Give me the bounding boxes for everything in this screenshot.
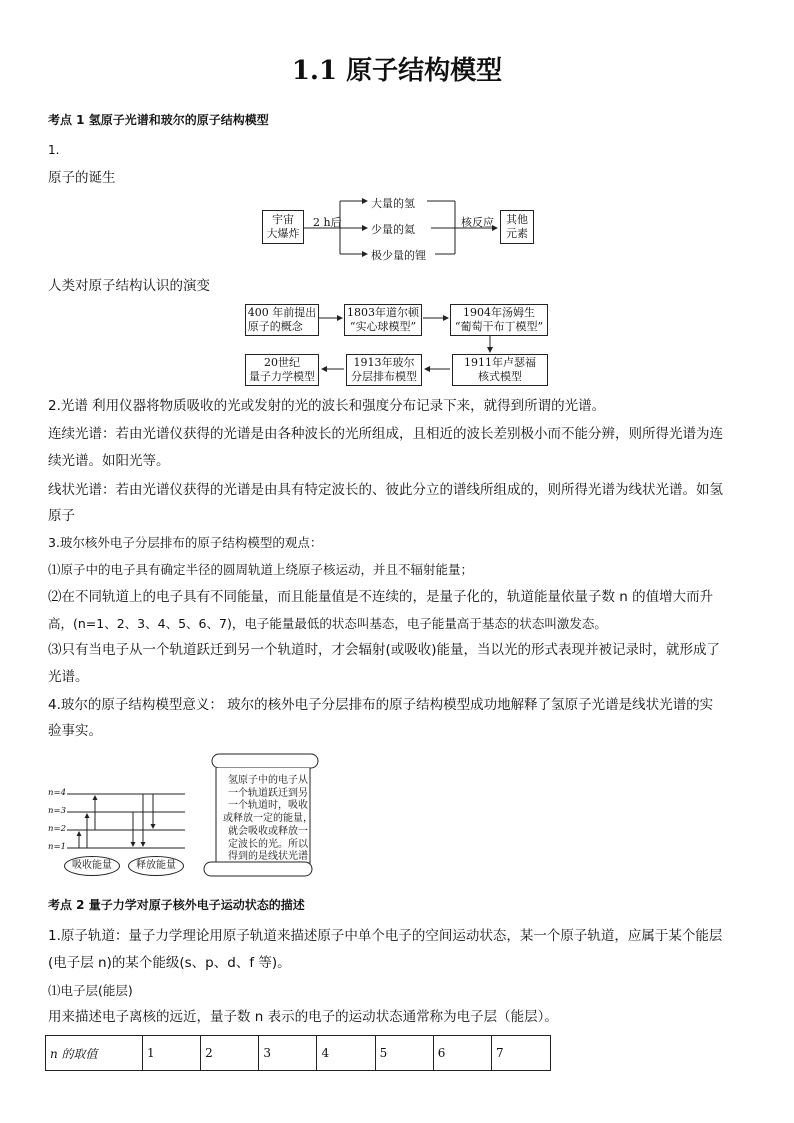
other-elements-box: 其他 元素 bbox=[500, 210, 534, 244]
table-cell: 1 bbox=[143, 1036, 201, 1071]
table-row bbox=[46, 1036, 551, 1071]
reaction-label: 核反应 bbox=[461, 216, 494, 229]
electron-shell-heading: ⑴电子层(能层) bbox=[48, 983, 133, 998]
level-n4: n=4 bbox=[48, 788, 67, 798]
bohr-view-2-line1: ⑵在不同轨道上的电子具有不同能量，而且能量值是不连续的，是量子化的，轨道能量依量子数 n 的值增大而升 bbox=[48, 589, 714, 605]
release-energy-label: 释放能量 bbox=[128, 856, 184, 876]
level-n3: n=3 bbox=[48, 806, 67, 816]
evo-box-400: 400 年前提出 原子的概念 bbox=[245, 304, 319, 336]
item1-number: 1. bbox=[48, 143, 60, 157]
orbital-paragraph-line2: (电子层 n)的某个能级(s、p、d、f 等)。 bbox=[48, 955, 291, 971]
bohr-significance-line1: 4.玻尔的原子结构模型意义： 玻尔的核外电子分层排布的原子结构模型成功地解释了氢原子光谱是线状光谱的实 bbox=[48, 697, 714, 713]
branch-helium: 少量的氦 bbox=[371, 223, 415, 236]
evo-box-bohr: 1913年玻尔 分层排布模型 bbox=[346, 354, 422, 386]
continuous-spectrum-line1: 连续光谱：若由光谱仪获得的光谱是由各种波长的光所组成，且相近的波长差别极小而不能分辨，则所得光谱为连 bbox=[48, 426, 723, 442]
bohr-views-heading: 3.玻尔核外电子分层排布的原子结构模型的观点： bbox=[48, 535, 323, 550]
scroll-line: 一个轨道时，吸收 bbox=[228, 800, 308, 812]
bohr-view-3-line2: 光谱。 bbox=[48, 669, 89, 685]
scroll-line: 就会吸收或释放一 bbox=[228, 825, 308, 837]
scroll-line: 得到的是线状光谱 bbox=[228, 851, 308, 863]
bohr-view-1: ⑴原子中的电子具有确定半径的圆周轨道上绕原子核运动，并且不辐射能量； bbox=[48, 562, 474, 577]
spectrum-paragraph: 2.光谱 利用仪器将物质吸收的光或发射的光的波长和强度分布记录下来，就得到所谓的光谱。 bbox=[48, 398, 606, 414]
table-cell: 3 bbox=[259, 1036, 317, 1071]
branch-hydrogen: 大量的氢 bbox=[371, 197, 415, 210]
level-n1: n=1 bbox=[48, 842, 67, 852]
bohr-view-2-line2: 高，(n=1、2、3、4、5、6、7)，电子能量最低的状态叫基态，电子能量高于基态的状态叫激发态。 bbox=[48, 616, 607, 631]
scroll-line: 定波长的光。所以 bbox=[228, 838, 308, 850]
branch-lithium: 极少量的锂 bbox=[371, 249, 426, 262]
big-bang-box: 宇宙 大爆炸 bbox=[262, 210, 304, 244]
orbital-paragraph-line1: 1.原子轨道：量子力学理论用原子轨道来描述原子中单个电子的空间运动状态，某一个原子轨道，应属于某个能层 bbox=[48, 928, 723, 944]
scroll-line: 氢原子中的电子从 bbox=[228, 775, 308, 786]
level-n2: n=2 bbox=[48, 824, 67, 834]
bohr-view-3-line1: ⑶只有当电子从一个轨道跃迁到另一个轨道时，才会辐射(或吸收)能量，当以光的形式表现并被记录时，就形成了 bbox=[48, 642, 721, 658]
table-cell: 6 bbox=[433, 1036, 491, 1071]
line-spectrum-line1: 线状光谱：若由光谱仪获得的光谱是由具有特定波长的、彼此分立的谱线所组成的，则所得光谱为线状光谱。如氢 bbox=[48, 482, 723, 498]
absorb-energy-label: 吸收能量 bbox=[64, 856, 120, 876]
line-spectrum-line2: 原子 bbox=[48, 508, 75, 524]
table-cell: 7 bbox=[492, 1036, 551, 1071]
scroll-line: 或释放一定的能量， bbox=[223, 813, 313, 825]
table-header-cell: n 的取值 bbox=[46, 1036, 143, 1071]
time-label: 2 h后 bbox=[313, 216, 342, 229]
evo-box-rutherford: 1911年卢瑟福 核式模型 bbox=[452, 354, 548, 386]
section2-heading: 考点 2 量子力学对原子核外电子运动状态的描述 bbox=[48, 898, 305, 912]
bohr-significance-line2: 验事实。 bbox=[48, 723, 102, 739]
section1-heading: 考点 1 氢原子光谱和玻尔的原子结构模型 bbox=[48, 113, 269, 127]
continuous-spectrum-line2: 续光谱。如阳光等。 bbox=[48, 453, 170, 469]
page-title: 1.1 原子结构模型 bbox=[291, 56, 503, 86]
evo-box-dalton: 1803年道尔顿 “实心球模型” bbox=[344, 304, 422, 336]
table-cell: 2 bbox=[201, 1036, 259, 1071]
electron-shell-desc: 用来描述电子离核的远近，量子数 n 表示的电子的运动状态通常称为电子层（能层）。 bbox=[48, 1009, 558, 1025]
scroll-line: 一个轨道跃迁到另 bbox=[228, 787, 308, 799]
evo-box-thomson: 1904年汤姆生 “葡萄干布丁模型” bbox=[450, 304, 548, 336]
table-cell: 5 bbox=[375, 1036, 433, 1071]
evolution-title: 人类对原子结构认识的演变 bbox=[48, 278, 210, 294]
evo-box-quantum: 20世纪 量子力学模型 bbox=[245, 354, 319, 386]
birth-title: 原子的诞生 bbox=[48, 170, 116, 186]
n-value-table bbox=[45, 1035, 551, 1071]
table-cell: 4 bbox=[317, 1036, 375, 1071]
scroll-text bbox=[220, 775, 316, 864]
